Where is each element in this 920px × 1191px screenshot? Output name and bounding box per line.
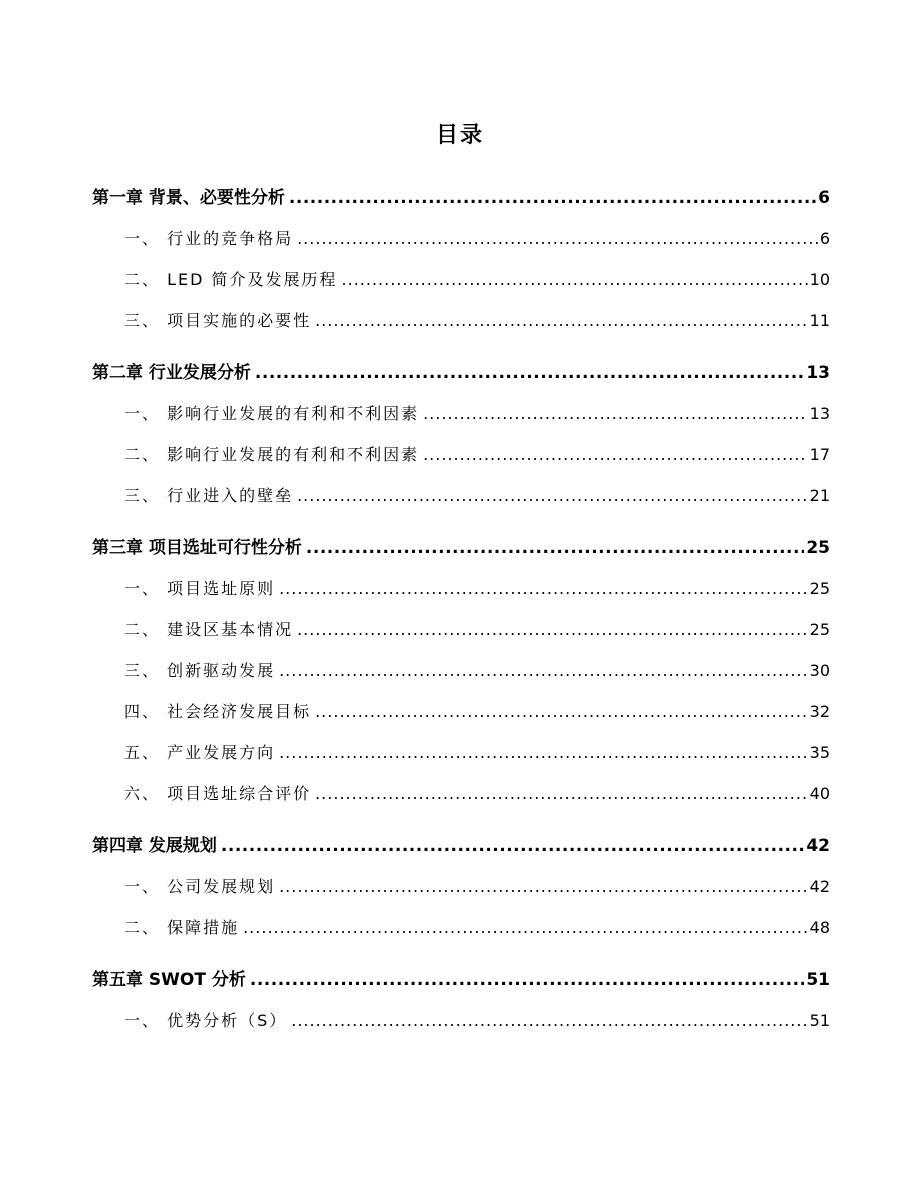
toc-section-entry[interactable] xyxy=(92,218,830,259)
toc-dot-leader xyxy=(315,300,808,341)
toc-entry-title: 第二章 行业发展分析 xyxy=(92,363,251,383)
toc-page-number: 13 xyxy=(809,404,830,423)
toc-page-number: 51 xyxy=(806,970,830,990)
toc-dot-leader xyxy=(306,528,804,568)
toc-chapter-entry[interactable] xyxy=(92,826,830,866)
toc-page-number: 13 xyxy=(806,363,830,383)
toc-entry-title: 三、 创新驱动发展 xyxy=(124,661,276,680)
toc-chapter-entry[interactable] xyxy=(92,960,830,1000)
toc-page-number: 17 xyxy=(809,445,830,464)
toc-dot-leader xyxy=(250,960,804,1000)
toc-entry-title: 二、 保障措施 xyxy=(124,918,240,937)
toc-dot-leader xyxy=(423,393,808,434)
toc-dot-leader xyxy=(221,826,804,866)
toc-entry-title: 一、 项目选址原则 xyxy=(124,579,276,598)
toc-section-entry[interactable] xyxy=(92,1000,830,1041)
toc-entry-title: 一、 优势分析（S） xyxy=(124,1011,288,1030)
toc-heading: 目录 xyxy=(435,123,484,148)
toc-section-entry[interactable] xyxy=(92,773,830,814)
toc-page-number: 21 xyxy=(809,486,830,505)
toc-dot-leader xyxy=(279,650,808,691)
toc-section-entry[interactable] xyxy=(92,609,830,650)
toc-page-number: 6 xyxy=(819,229,830,248)
toc-page-number: 6 xyxy=(818,188,830,208)
toc-page-number: 11 xyxy=(809,311,830,330)
toc-dot-leader xyxy=(297,475,808,516)
toc-dot-leader xyxy=(279,866,808,907)
toc-section-entry[interactable] xyxy=(92,434,830,475)
toc-entry-title: 二、 建设区基本情况 xyxy=(124,620,294,639)
toc-page-number: 40 xyxy=(809,784,830,803)
toc-page-number: 25 xyxy=(806,538,830,558)
toc-page-number: 42 xyxy=(809,877,830,896)
toc-page-number: 42 xyxy=(806,836,830,856)
toc-dot-leader xyxy=(255,353,804,393)
toc-dot-leader xyxy=(243,907,808,948)
toc-entry-title: 第三章 项目选址可行性分析 xyxy=(92,538,302,558)
toc-entry-title: 第一章 背景、必要性分析 xyxy=(92,188,285,208)
toc-list xyxy=(92,178,830,1041)
toc-section-entry[interactable] xyxy=(92,691,830,732)
toc-dot-leader xyxy=(297,218,818,259)
toc-entry-title: 六、 项目选址综合评价 xyxy=(124,784,312,803)
toc-entry-title: 二、 LED 简介及发展历程 xyxy=(124,270,338,289)
toc-entry-title: 一、 公司发展规划 xyxy=(124,877,276,896)
toc-dot-leader xyxy=(315,773,808,814)
toc-dot-leader xyxy=(423,434,808,475)
toc-page-number: 10 xyxy=(809,270,830,289)
toc-page-number: 25 xyxy=(809,620,830,639)
toc-page-number: 51 xyxy=(809,1011,830,1030)
toc-entry-title: 一、 影响行业发展的有利和不利因素 xyxy=(124,404,420,423)
toc-dot-leader xyxy=(279,568,808,609)
toc-entry-title: 第五章 SWOT 分析 xyxy=(92,970,246,990)
toc-entry-title: 一、 行业的竞争格局 xyxy=(124,229,294,248)
toc-page-number: 32 xyxy=(809,702,830,721)
toc-entry-title: 四、 社会经济发展目标 xyxy=(124,702,312,721)
toc-page-number: 25 xyxy=(809,579,830,598)
toc-section-entry[interactable] xyxy=(92,650,830,691)
toc-dot-leader xyxy=(315,691,808,732)
toc-entry-title: 二、 影响行业发展的有利和不利因素 xyxy=(124,445,420,464)
toc-chapter-entry[interactable] xyxy=(92,353,830,393)
toc-dot-leader xyxy=(291,1000,807,1041)
toc-entry-title: 三、 项目实施的必要性 xyxy=(124,311,312,330)
toc-page-number: 48 xyxy=(809,918,830,937)
toc-dot-leader xyxy=(289,178,816,218)
toc-entry-title: 三、 行业进入的壁垒 xyxy=(124,486,294,505)
toc-section-entry[interactable] xyxy=(92,300,830,341)
toc-dot-leader xyxy=(342,259,808,300)
toc-page-number: 30 xyxy=(809,661,830,680)
toc-chapter-entry[interactable] xyxy=(92,528,830,568)
toc-entry-title: 第四章 发展规划 xyxy=(92,836,217,856)
toc-section-entry[interactable] xyxy=(92,907,830,948)
toc-page-number: 35 xyxy=(809,743,830,762)
toc-section-entry[interactable] xyxy=(92,393,830,434)
toc-section-entry[interactable] xyxy=(92,475,830,516)
toc-section-entry[interactable] xyxy=(92,732,830,773)
toc-section-entry[interactable] xyxy=(92,866,830,907)
toc-dot-leader xyxy=(297,609,808,650)
toc-chapter-entry[interactable] xyxy=(92,178,830,218)
toc-section-entry[interactable] xyxy=(92,568,830,609)
toc-entry-title: 五、 产业发展方向 xyxy=(124,743,276,762)
toc-section-entry[interactable] xyxy=(92,259,830,300)
toc-dot-leader xyxy=(279,732,808,773)
